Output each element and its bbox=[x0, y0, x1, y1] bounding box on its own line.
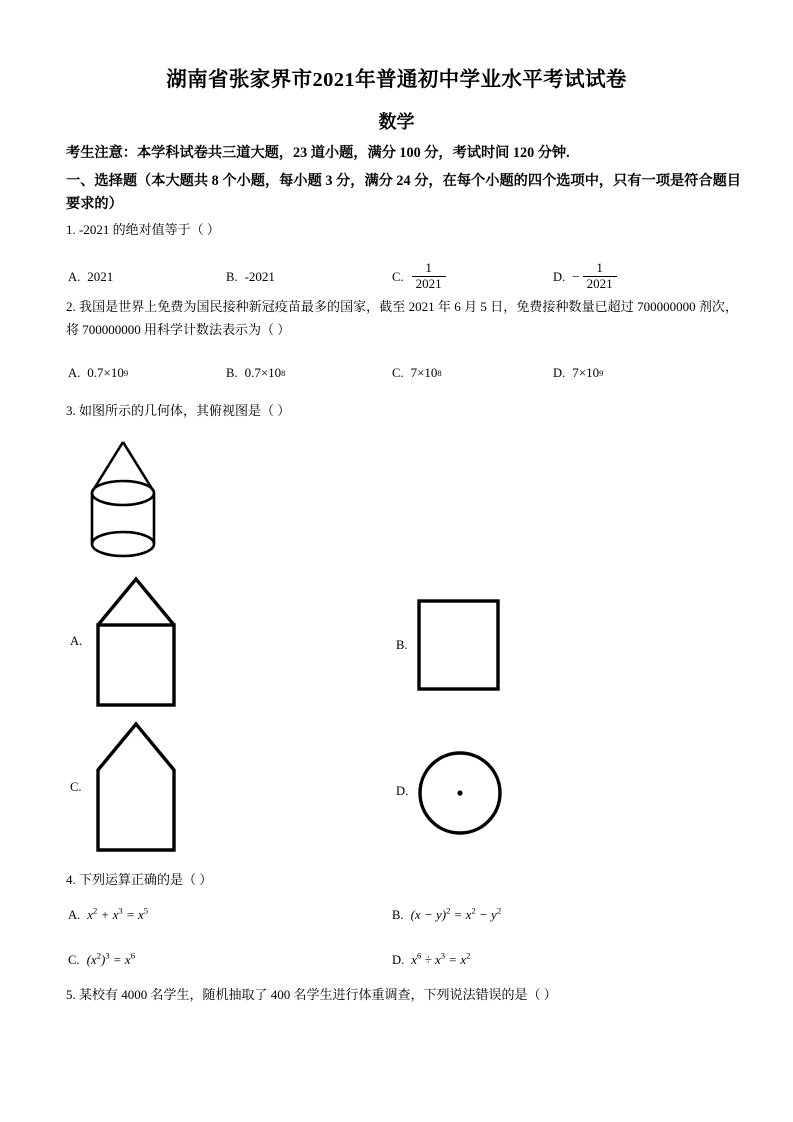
option-label: A. bbox=[68, 907, 81, 922]
question-2-stem: 2. 我国是世界上免费为国民接种新冠疫苗最多的国家，截至 2021 年 6 月 5 日，免费接种数量已超过 700000000 剂次，将 700000000 用科学计数法表示为（ ） bbox=[66, 299, 738, 337]
question-2-option-b[interactable]: B. 0.7 × 10 8 bbox=[226, 365, 286, 380]
center-dot bbox=[457, 790, 462, 795]
option-value: 2021 bbox=[87, 269, 114, 284]
fraction bbox=[583, 261, 617, 290]
question-2-option-d[interactable]: D. 7 × 10 9 bbox=[553, 365, 604, 380]
option-expression: $x^6 \div x^3 = x^2$ bbox=[411, 950, 471, 967]
option-label: D. bbox=[553, 269, 566, 284]
times-sign: × bbox=[103, 365, 111, 380]
option-base: 10 bbox=[268, 365, 282, 380]
question-3-option-c-shape[interactable] bbox=[92, 718, 180, 856]
question-2-options bbox=[66, 358, 738, 388]
question-1-options bbox=[66, 255, 738, 299]
fraction-denominator: 2021 bbox=[586, 275, 613, 291]
fraction bbox=[412, 261, 446, 290]
question-3-option-a-label: A. bbox=[70, 634, 83, 648]
option-mantissa: 7 bbox=[572, 365, 579, 380]
option-expression: $(x^2)^3 = x^6$ bbox=[86, 950, 135, 967]
question-1-option-b[interactable] bbox=[226, 255, 275, 299]
question-4-option-d[interactable] bbox=[392, 945, 470, 975]
cone-on-cylinder-figure bbox=[78, 434, 168, 566]
minus-sign: − bbox=[572, 269, 580, 284]
question-3-option-d-label: D. bbox=[396, 784, 409, 798]
question-3-option-b-shape[interactable] bbox=[415, 597, 503, 693]
option-label: A. bbox=[68, 269, 81, 284]
question-4-options-row-1 bbox=[66, 900, 738, 930]
question-4-option-a[interactable] bbox=[68, 900, 148, 930]
option-base: 10 bbox=[424, 365, 438, 380]
subject-title: 数学 bbox=[378, 112, 415, 132]
fraction-numerator: 1 bbox=[596, 260, 603, 276]
option-expression: $(x - y)^2 = x^2 - y^2$ bbox=[410, 905, 502, 922]
fraction-denominator: 2021 bbox=[415, 275, 442, 291]
question-1-option-d[interactable] bbox=[553, 255, 618, 299]
question-4-stem: 4. 下列运算正确的是（ ） bbox=[66, 872, 213, 887]
option-expression: $x^2 + x^3 = x^5$ bbox=[87, 905, 149, 922]
question-3-option-d-shape[interactable] bbox=[415, 748, 507, 840]
question-4-option-b[interactable] bbox=[392, 900, 501, 930]
option-label: C. bbox=[392, 365, 404, 380]
question-4-option-c[interactable] bbox=[68, 945, 135, 975]
page-title: 湖南省张家界市2021年普通初中学业水平考试试卷 bbox=[166, 69, 627, 91]
option-label: C. bbox=[68, 952, 80, 967]
fraction-numerator: 1 bbox=[425, 260, 432, 276]
question-1-option-c[interactable] bbox=[392, 255, 447, 299]
option-label: D. bbox=[392, 952, 405, 967]
question-2-option-c[interactable]: C. 7 × 10 8 bbox=[392, 365, 442, 380]
times-sign: × bbox=[578, 365, 587, 380]
times-sign: × bbox=[417, 365, 425, 380]
section-one-heading: 一、选择题（本大题共 8 个小题，每小题 3 分，满分 24 分，在每个小题的四个选项中，只有一项是符合题目要求的） bbox=[66, 173, 741, 212]
question-1-stem: 1. -2021 的绝对值等于（ ） bbox=[66, 222, 220, 237]
option-label: B. bbox=[226, 269, 238, 284]
option-mantissa: 7 bbox=[410, 365, 418, 380]
option-label: A. bbox=[68, 365, 81, 380]
candidate-notice: 考生注意：本学科试卷共三道大题，23 道小题，满分 100 分，考试时间 120 分钟. bbox=[66, 145, 570, 161]
option-base: 10 bbox=[586, 365, 600, 380]
question-3-option-a-shape[interactable] bbox=[92, 573, 180, 709]
option-value: -2021 bbox=[244, 269, 275, 284]
question-5-stem: 5. 某校有 4000 名学生，随机抽取了 400 名学生进行体重调查，下列说法错误的是（ ） bbox=[66, 987, 557, 1002]
option-mantissa: 0.7 bbox=[244, 365, 261, 380]
question-3-option-b-label: B. bbox=[396, 638, 408, 652]
option-base: 10 bbox=[110, 365, 124, 380]
option-label: D. bbox=[553, 365, 566, 380]
question-4-options-row-2 bbox=[66, 945, 738, 975]
option-label: C. bbox=[392, 269, 404, 284]
option-label: B. bbox=[226, 365, 238, 380]
times-sign: × bbox=[260, 365, 269, 380]
question-3-option-c-label: C. bbox=[70, 780, 82, 794]
question-3-stem: 3. 如图所示的几何体，其俯视图是（ ） bbox=[66, 403, 291, 418]
option-label: B. bbox=[392, 907, 404, 922]
question-2-option-a[interactable]: A. 0.7 × 10 9 bbox=[68, 365, 129, 380]
option-mantissa: 0.7 bbox=[87, 365, 104, 380]
question-1-option-a[interactable] bbox=[68, 255, 113, 299]
